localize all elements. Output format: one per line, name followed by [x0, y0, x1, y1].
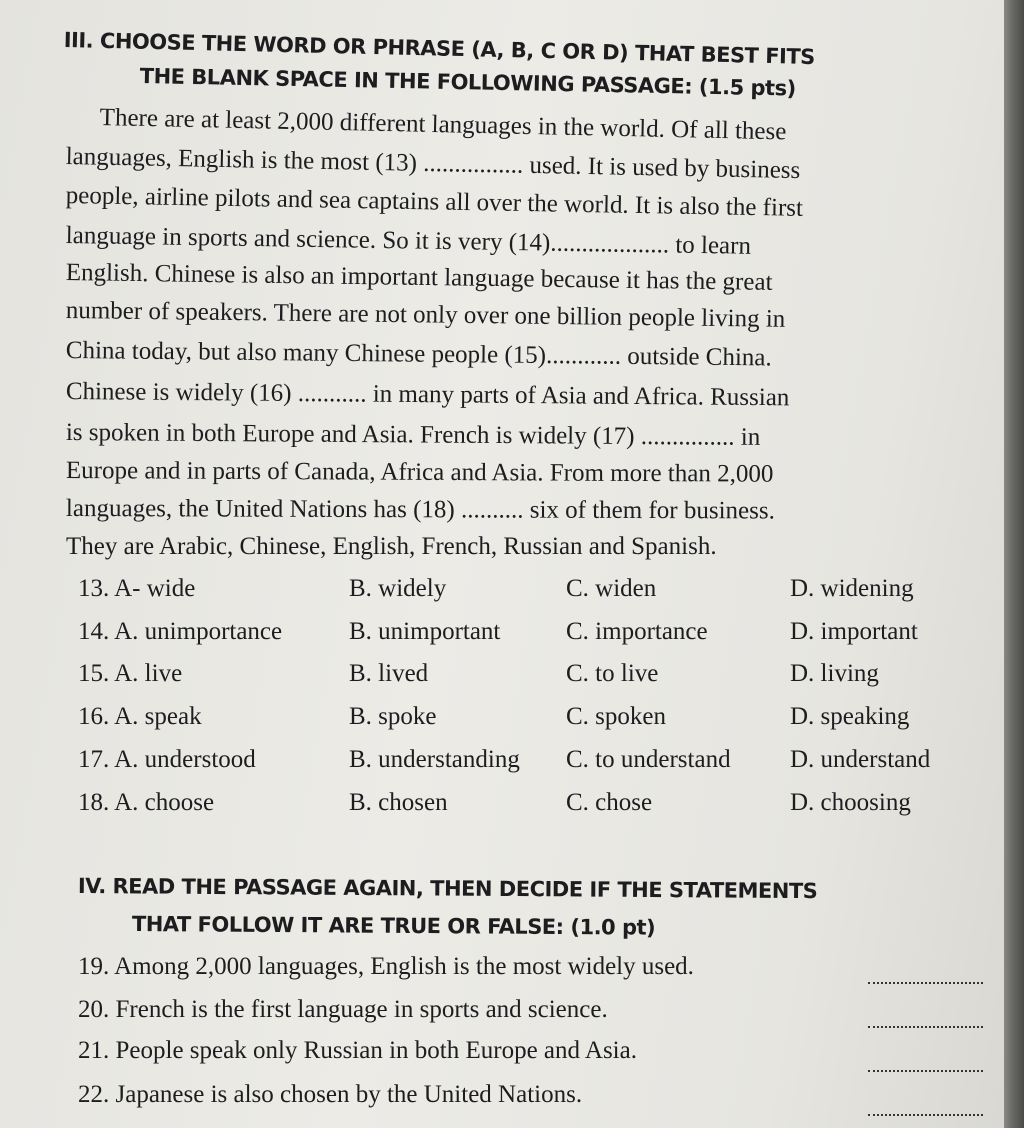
page-edge-shadow — [1004, 0, 1024, 1128]
option-a: 18. A. choose — [78, 789, 215, 816]
statement: 20. French is the first language in sports and science. — [78, 996, 608, 1023]
statement: 19. Among 2,000 languages, English is the most widely used. — [78, 953, 694, 980]
question-row — [0, 660, 1004, 694]
answer-blank — [868, 1026, 983, 1028]
option-b: B. spoke — [349, 703, 437, 730]
option-c: C. to understand — [566, 746, 731, 773]
section4-heading-line2: THAT FOLLOW IT ARE TRUE OR FALSE: (1.0 pt) — [131, 912, 656, 940]
option-d: D. living — [790, 660, 879, 687]
answer-blank — [868, 1070, 983, 1072]
option-b: B. unimportant — [349, 618, 501, 645]
passage-line: English. Chinese is also an important language because it has the great — [65, 259, 773, 296]
passage-line: number of speakers. There are not only over one billion people living in — [65, 297, 786, 333]
passage-line: is spoken in both Europe and Asia. French is widely (17) ............... in — [65, 419, 761, 451]
option-d: D. widening — [790, 575, 914, 602]
section3-heading-line1: III. CHOOSE THE WORD OR PHRASE (A, B, C OR D) THAT BEST FITS — [63, 28, 816, 70]
option-a: 14. A. unimportance — [78, 618, 283, 645]
option-b: B. understanding — [349, 746, 520, 773]
option-a: 15. A. live — [78, 660, 183, 687]
option-d: D. choosing — [790, 789, 911, 816]
statement: 21. People speak only Russian in both Europe and Asia. — [78, 1037, 637, 1064]
section4-heading-line1: IV. READ THE PASSAGE AGAIN, THEN DECIDE IF THE STATEMENTS — [77, 874, 818, 904]
question-row — [0, 746, 1004, 780]
passage-line: Europe and in parts of Canada, Africa and Asia. From more than 2,000 — [65, 457, 774, 488]
option-c: C. importance — [566, 618, 708, 645]
option-b: B. widely — [349, 575, 447, 602]
option-b: B. chosen — [349, 789, 448, 816]
section3-heading-line2: THE BLANK SPACE IN THE FOLLOWING PASSAGE: (1.5 pts) — [139, 64, 796, 101]
option-b: B. lived — [349, 660, 429, 687]
option-c: C. to live — [566, 660, 659, 687]
option-c: C. spoken — [566, 703, 666, 730]
option-d: D. important — [790, 618, 918, 645]
option-a: 17. A. understood — [78, 746, 256, 773]
passage-line: Chinese is widely (16) ........... in many parts of Asia and Africa. Russian — [65, 378, 790, 412]
option-c: C. widen — [566, 575, 657, 602]
passage-line: language in sports and science. So it is very (14)................... to learn — [65, 222, 752, 260]
passage-line: people, airline pilots and sea captains all over the world. It is also the first — [65, 182, 804, 222]
option-c: C. chose — [566, 789, 653, 816]
answer-blank — [868, 1114, 983, 1116]
option-a: 16. A. speak — [78, 703, 202, 730]
passage-line: There are at least 2,000 different languages in the world. Of all these — [99, 104, 787, 146]
answer-blank — [868, 982, 983, 984]
question-row — [0, 789, 1004, 823]
option-d: D. speaking — [790, 703, 910, 730]
passage-line: They are Arabic, Chinese, English, French, Russian and Spanish. — [66, 533, 717, 560]
statement: 22. Japanese is also chosen by the United Nations. — [78, 1081, 583, 1108]
question-row — [0, 618, 1004, 652]
option-a: 13. A- wide — [78, 575, 196, 602]
question-row — [0, 575, 1004, 609]
passage-line: China today, but also many Chinese people (15)............ outside China. — [65, 337, 772, 372]
option-d: D. understand — [790, 746, 931, 773]
passage-line: languages, English is the most (13) ................ used. It is used by business — [65, 143, 801, 185]
passage-line: languages, the United Nations has (18) .......... six of them for business. — [65, 495, 775, 525]
question-row — [0, 703, 1004, 737]
